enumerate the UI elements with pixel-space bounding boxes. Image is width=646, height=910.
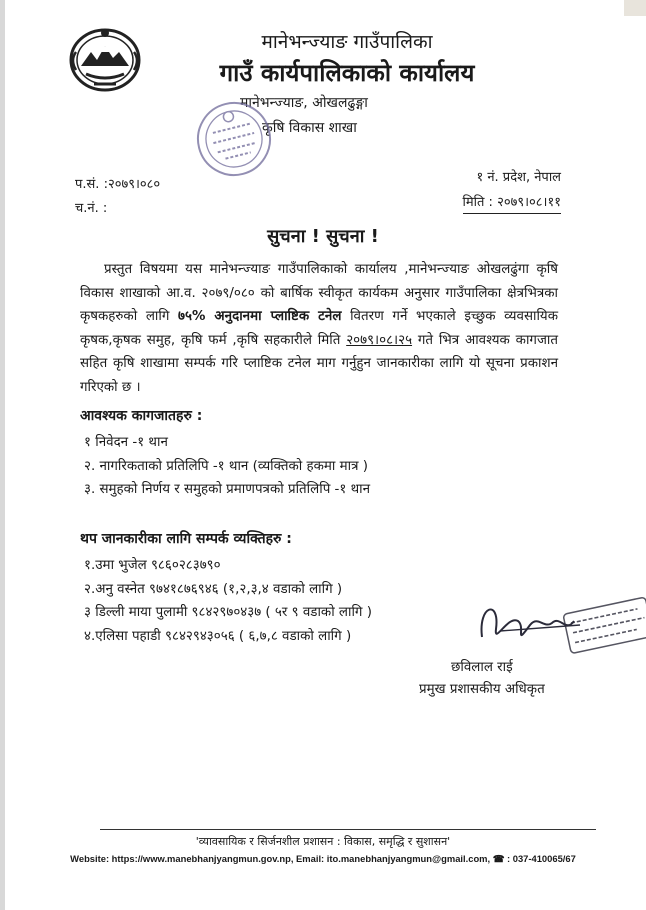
- documents-heading: आवश्यक कागजातहरु :: [80, 408, 203, 424]
- office-name: गाउँ कार्यपालिकाको कार्यालय: [219, 59, 475, 87]
- list-item: ३ डिल्ली माया पुलामी ९८४२९७०४३७ ( ५र ९ वडाको लागि ): [84, 605, 372, 620]
- signatory-name: छविलाल राई: [451, 660, 513, 675]
- notice-body-part-3: गते भित्र आवश्यक कागजात सहित कृषि शाखामा सम्पर्क गरि प्लाष्टिक टनेल माग गर्नुहुन जानकारीका लागि यो सूचना प्रकाशन गरिएको छ ।: [80, 332, 559, 395]
- list-item: १.उमा भुजेल ९८६०२८३७९०: [84, 558, 221, 573]
- office-stamp-icon: [193, 98, 275, 180]
- notice-body: [80, 258, 558, 400]
- page-corner: [624, 0, 646, 16]
- municipality-name: मानेभन्ज्याङ गाउँपालिका: [261, 31, 433, 53]
- signatory-title: प्रमुख प्रशासकीय अधिकृत: [419, 682, 545, 697]
- notice-body-part-2: वितरण गर्ने भएकाले इच्छुक व्यवसायिक कृषक,कृषक समुह, कृषि फर्म ,कृषि सहकारीले मिति: [80, 309, 558, 348]
- contacts-heading: थप जानकारीका लागि सम्पर्क व्यक्तिहरु :: [80, 531, 292, 547]
- documents-list: [84, 431, 370, 502]
- page-edge-shadow: [0, 0, 5, 910]
- footer-contact: Website: https://www.manebhanjyangmun.gov.np, Email: ito.manebhanjyangmun@gmail.com, ☎ : 037-410065/67: [70, 853, 576, 864]
- dispatch-number: च.नं. :: [75, 201, 108, 216]
- list-item: १ निवेदन -१ थान: [84, 435, 168, 450]
- notice-body-part-1: प्रस्तुत विषयमा यस मानेभन्ज्याङ गाउँपालिकाको कार्यालय ,मानेभन्ज्याङ ओखलढुंगा कृषि विकास शाखाको आ.व. २०७९/०८० को बार्षिक स्वीकृत कार्यकम अनुसार गाउँपालिका क्षेत्रभित्रका कृषकहरुको लागि: [80, 262, 558, 325]
- subsidy-phrase: ७५% अनुदानमा प्लाष्टिक टनेल: [178, 309, 342, 325]
- letter-number: प.सं. :२०७९।०८०: [75, 177, 161, 192]
- office-address: मानेभन्ज्याङ, ओखलढुङ्गा: [240, 95, 368, 111]
- footer-divider: [100, 829, 596, 830]
- letter-date: मिति : २०७९।०८।११: [463, 192, 562, 214]
- footer-motto: 'व्यावसायिक र सिर्जनशील प्रशासन : विकास, समृद्धि र सुशासन': [195, 835, 451, 848]
- list-item: २.अनु वस्नेत ९७४१८७६९४६ (१,२,३,४ वडाको लागि ): [84, 581, 343, 597]
- list-item: ३. समुहको निर्णय र समुहको प्रमाणपत्रको प्रतिलिपि -१ थान: [84, 482, 371, 497]
- deadline-date: २०७९।०८।२५: [346, 332, 413, 348]
- signature-mark: [470, 585, 646, 665]
- list-item: ४.एलिसा पहाडी ९८४२९४३०५६ ( ६,७,८ वडाको लागि ): [84, 628, 352, 644]
- list-item: २. नागरिकताको प्रतिलिपि -१ थान (व्यक्तिको हकमा मात्र ): [84, 458, 368, 474]
- notice-title: सुचना ! सुचना !: [267, 226, 379, 247]
- branch-name: कृषि विकास शाखा: [262, 120, 357, 136]
- province-label: १ नं. प्रदेश, नेपाल: [476, 170, 561, 185]
- contacts-list: [84, 554, 372, 648]
